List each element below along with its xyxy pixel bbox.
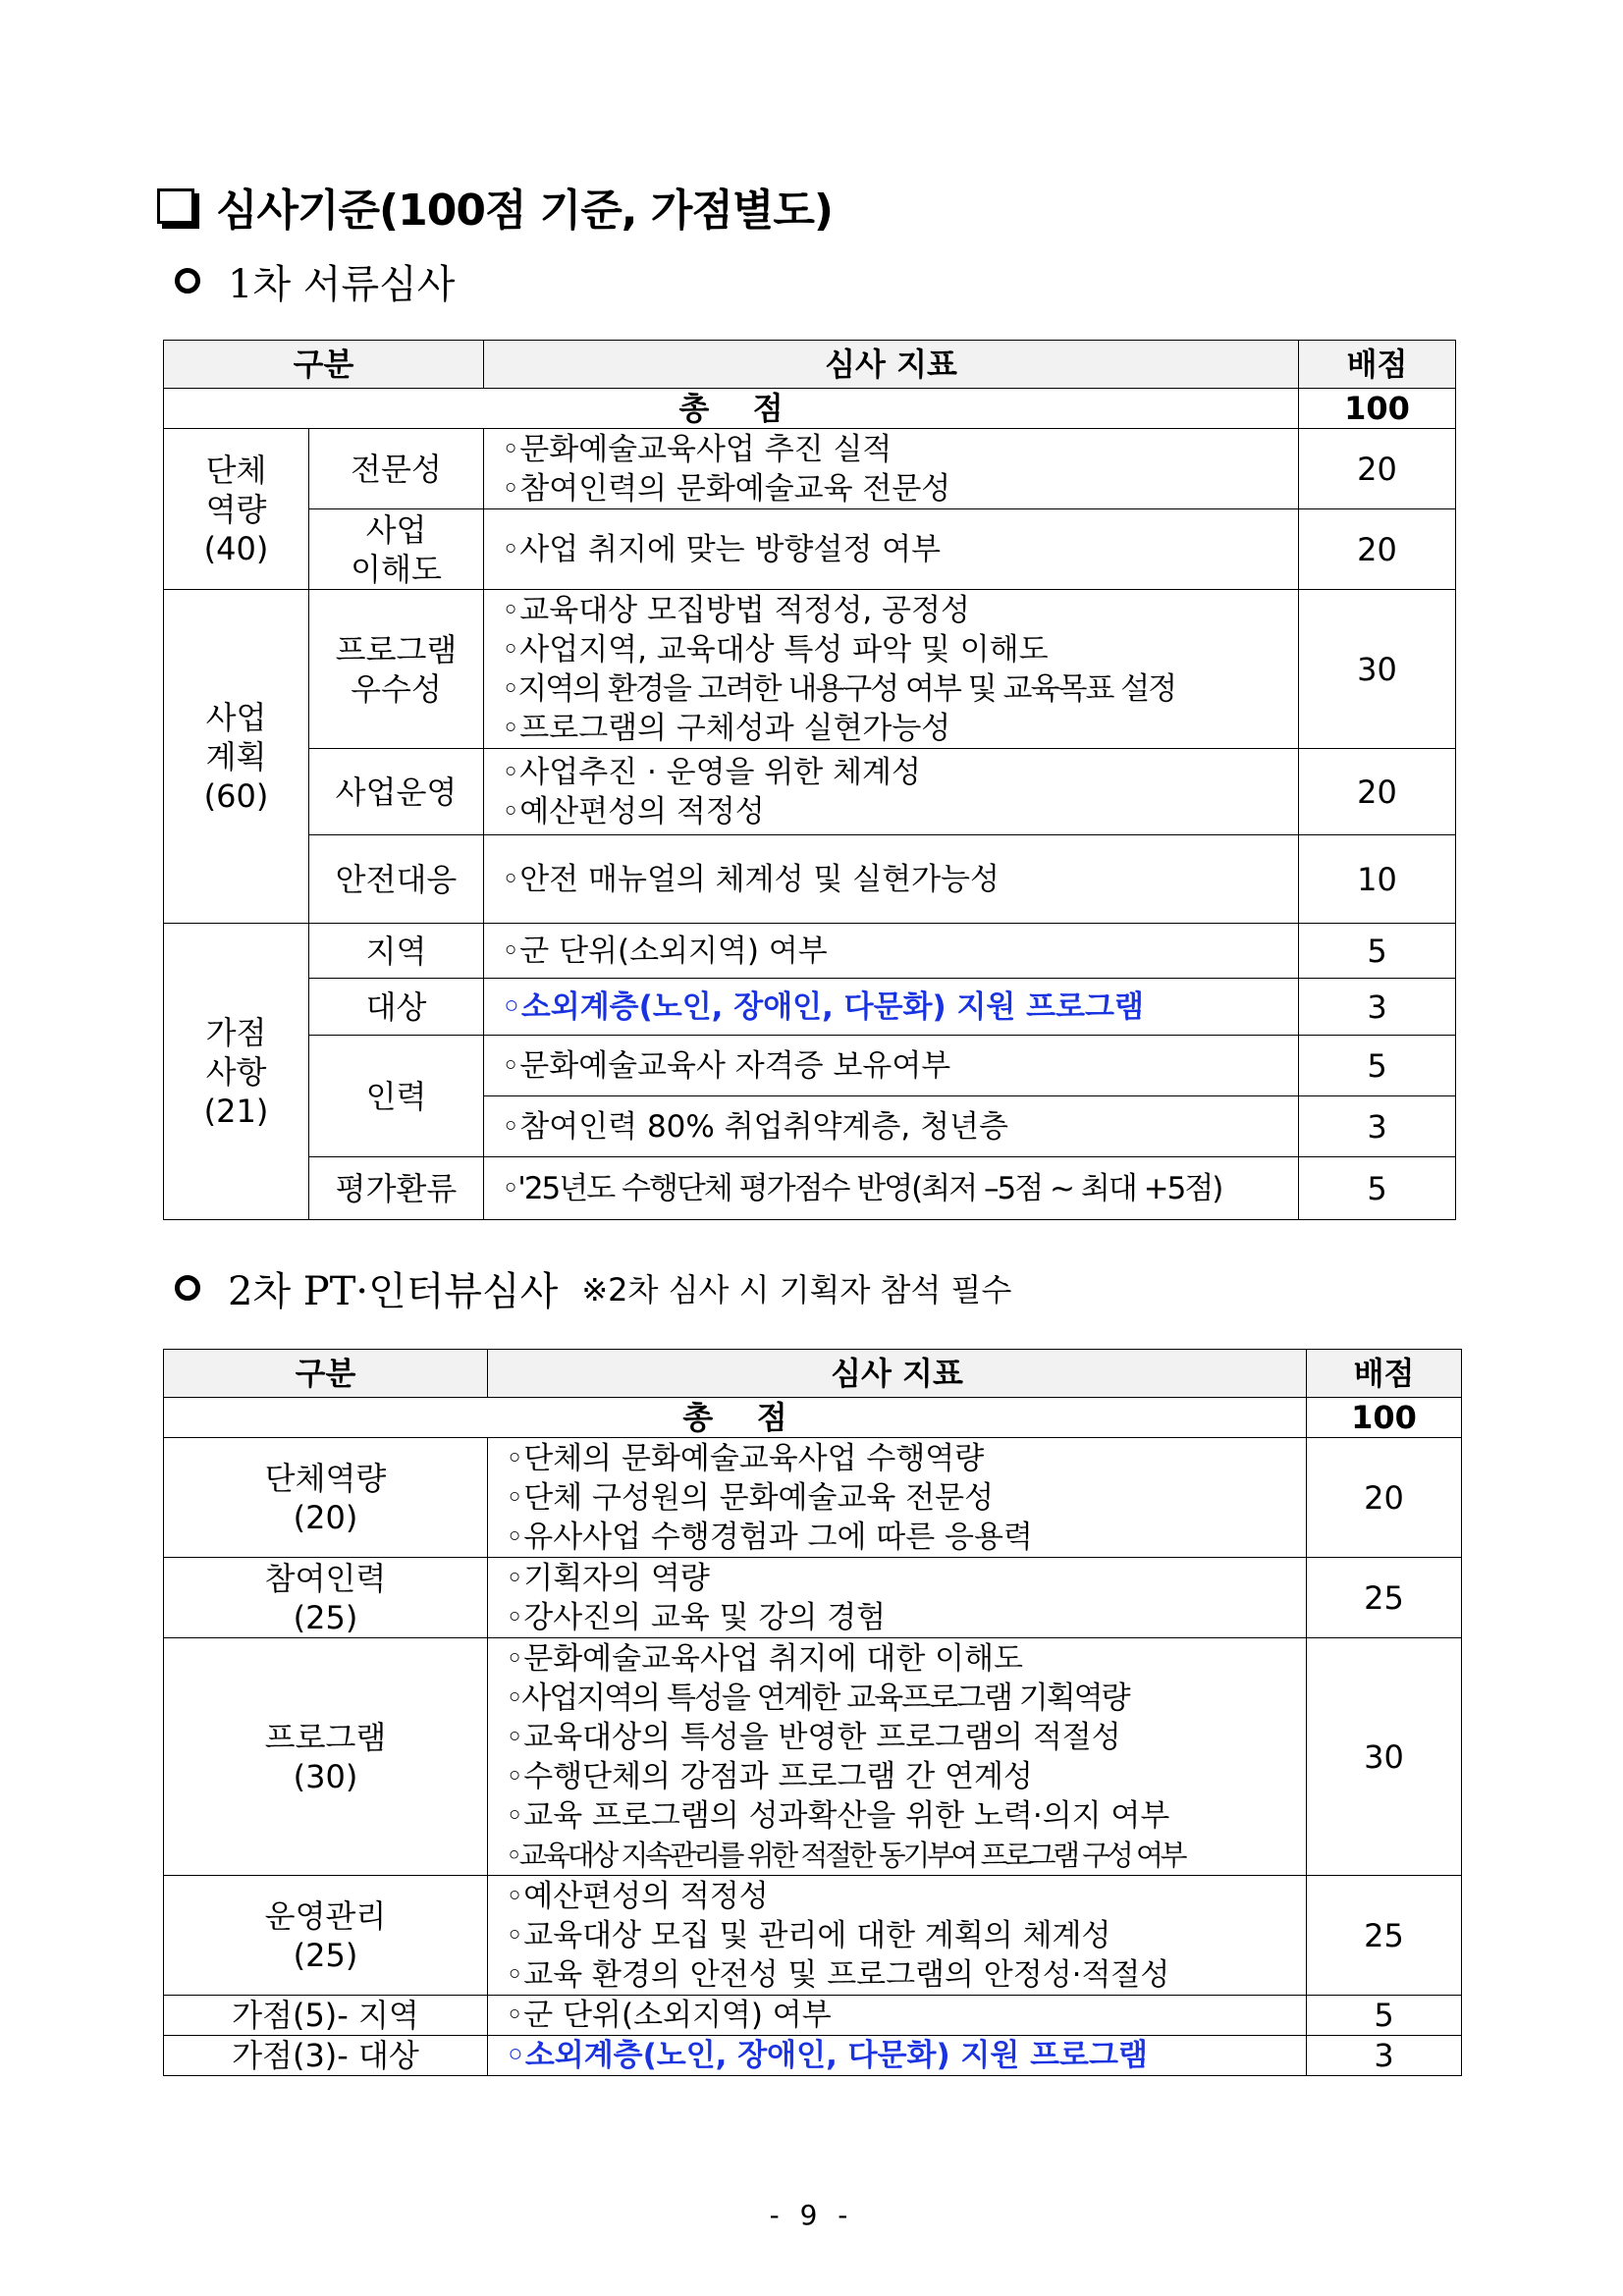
sub-category: 사업 이해도	[309, 509, 484, 590]
header-indicator: 심사 지표	[488, 1350, 1307, 1398]
total-score: 100	[1307, 1398, 1462, 1438]
indicator-item: ◦안전 매뉴얼의 체계성 및 실현가능성	[502, 861, 1000, 897]
sub-category: 안전대응	[309, 835, 484, 924]
score-cell: 5	[1299, 924, 1456, 979]
group-name: 단체 역량 (40)	[164, 429, 309, 590]
indicator-cell	[488, 1638, 1307, 1876]
sub-category: 인력	[309, 1036, 484, 1157]
indicator-cell	[484, 590, 1299, 749]
score-cell: 5	[1299, 1036, 1456, 1096]
indicator-item: ◦교육대상 모집방법 적정성, 공정성	[502, 592, 970, 628]
indicator-item: ◦문화예술교육사업 추진 실적	[502, 431, 893, 467]
indicator-cell	[488, 1996, 1307, 2036]
sub-category: 사업운영	[309, 749, 484, 835]
round1-title: 1차 서류심사	[175, 253, 455, 308]
round2-title: 2차 PT·인터뷰심사 ※2차 심사 시 기획자 참석 필수	[175, 1260, 1011, 1315]
indicator-item: ◦교육대상 지속관리를 위한 적절한 동기부여 프로그램 구성 여부	[506, 1838, 1184, 1872]
indicator-item: ◦사업 취지에 맞는 방향설정 여부	[502, 531, 942, 567]
indicator-cell	[484, 979, 1299, 1036]
section-title: 심사기준(100점 기준, 가점별도)	[157, 177, 833, 236]
indicator-item: ◦사업지역의 특성을 연계한 교육프로그램 기획역량	[506, 1680, 1129, 1716]
score-cell: 25	[1307, 1876, 1462, 1996]
total-label: 총 점	[164, 1398, 1307, 1438]
sub-category: 대상	[309, 979, 484, 1036]
indicator-item: ◦교육대상 모집 및 관리에 대한 계획의 체계성	[506, 1917, 1111, 1953]
category-cell: 참여인력 (25)	[164, 1558, 488, 1638]
indicator-cell	[484, 429, 1299, 509]
page-number: - 9 -	[769, 2199, 854, 2231]
indicator-item: ◦참여인력의 문화예술교육 전문성	[502, 470, 951, 507]
indicator-item: ◦사업지역, 교육대상 특성 파악 및 이해도	[502, 631, 1049, 667]
circle-bullet-icon	[175, 1275, 200, 1301]
group-name: 가점 사항 (21)	[164, 924, 309, 1220]
round1-table	[163, 340, 1456, 1220]
indicator-item: ◦기획자의 역량	[506, 1560, 710, 1596]
category-cell: 단체역량 (20)	[164, 1438, 488, 1558]
group-name: 사업 계획 (60)	[164, 590, 309, 924]
indicator-item: ◦유사사업 수행경험과 그에 따른 응용력	[506, 1519, 1033, 1555]
score-cell: 25	[1307, 1558, 1462, 1638]
score-cell: 30	[1299, 590, 1456, 749]
indicator-cell	[488, 1438, 1307, 1558]
score-cell: 20	[1299, 749, 1456, 835]
indicator-item: ◦'25년도 수행단체 평가점수 반영(최저 –5점 ~ 최대 +5점)	[502, 1170, 1222, 1206]
category-cell: 가점(3)- 대상	[164, 2036, 488, 2076]
indicator-item: ◦예산편성의 적정성	[506, 1878, 769, 1914]
header-indicator: 심사 지표	[484, 341, 1299, 389]
round2-table	[163, 1349, 1462, 2076]
score-cell: 3	[1307, 2036, 1462, 2076]
checkbox-icon	[157, 188, 194, 224]
indicator-cell	[484, 924, 1299, 979]
indicator-item: ◦단체의 문화예술교육사업 수행역량	[506, 1440, 985, 1476]
score-cell: 5	[1307, 1996, 1462, 2036]
indicator-item: ◦참여인력 80% 취업취약계층, 청년층	[502, 1108, 1008, 1145]
sub-category: 프로그램 우수성	[309, 590, 484, 749]
circle-bullet-icon	[175, 268, 200, 294]
category-cell: 운영관리 (25)	[164, 1876, 488, 1996]
indicator-item-highlight: ◦소외계층(노인, 장애인, 다문화) 지원 프로그램	[502, 988, 1144, 1025]
indicator-item: ◦사업추진 · 운영을 위한 체계성	[502, 754, 921, 790]
header-score: 배점	[1299, 341, 1456, 389]
indicator-item: ◦교육 환경의 안전성 및 프로그램의 안정성·적절성	[506, 1956, 1170, 1993]
category-cell: 가점(5)- 지역	[164, 1996, 488, 2036]
score-cell: 5	[1299, 1157, 1456, 1220]
round2-note: ※2차 심사 시 기획자 참석 필수	[581, 1271, 1012, 1308]
indicator-item: ◦교육대상의 특성을 반영한 프로그램의 적절성	[506, 1719, 1121, 1755]
sub-category: 전문성	[309, 429, 484, 509]
indicator-cell	[488, 1876, 1307, 1996]
indicator-item: ◦프로그램의 구체성과 실현가능성	[502, 710, 951, 746]
total-score: 100	[1299, 389, 1456, 429]
indicator-item: ◦수행단체의 강점과 프로그램 간 연계성	[506, 1758, 1033, 1794]
header-category: 구분	[164, 1350, 488, 1398]
category-cell: 프로그램 (30)	[164, 1638, 488, 1876]
indicator-cell	[484, 1096, 1299, 1157]
indicator-item: ◦문화예술교육사업 취지에 대한 이해도	[506, 1640, 1023, 1677]
indicator-item: ◦문화예술교육사 자격증 보유여부	[502, 1047, 951, 1084]
indicator-cell	[484, 509, 1299, 590]
total-label: 총 점	[164, 389, 1299, 429]
indicator-cell	[484, 1036, 1299, 1096]
indicator-cell	[488, 2036, 1307, 2076]
indicator-item: ◦단체 구성원의 문화예술교육 전문성	[506, 1479, 995, 1516]
indicator-item: ◦예산편성의 적정성	[502, 793, 765, 829]
indicator-item: ◦강사진의 교육 및 강의 경험	[506, 1599, 887, 1635]
indicator-item: ◦군 단위(소외지역) 여부	[506, 1998, 832, 2033]
indicator-cell	[484, 1157, 1299, 1220]
score-cell: 3	[1299, 1096, 1456, 1157]
score-cell: 20	[1307, 1438, 1462, 1558]
score-cell: 20	[1299, 429, 1456, 509]
score-cell: 30	[1307, 1638, 1462, 1876]
sub-category: 지역	[309, 924, 484, 979]
header-category: 구분	[164, 341, 484, 389]
score-cell: 20	[1299, 509, 1456, 590]
sub-category: 평가환류	[309, 1157, 484, 1220]
indicator-cell	[484, 835, 1299, 924]
score-cell: 3	[1299, 979, 1456, 1036]
indicator-item: ◦교육 프로그램의 성과확산을 위한 노력·의지 여부	[506, 1797, 1170, 1834]
indicator-item: ◦군 단위(소외지역) 여부	[502, 933, 828, 969]
indicator-cell	[484, 749, 1299, 835]
score-cell: 10	[1299, 835, 1456, 924]
indicator-cell	[488, 1558, 1307, 1638]
header-score: 배점	[1307, 1350, 1462, 1398]
indicator-item: ◦지역의 환경을 고려한 내용구성 여부 및 교육목표 설정	[502, 670, 1176, 707]
indicator-item-highlight: ◦소외계층(노인, 장애인, 다문화) 지원 프로그램	[506, 2038, 1148, 2073]
